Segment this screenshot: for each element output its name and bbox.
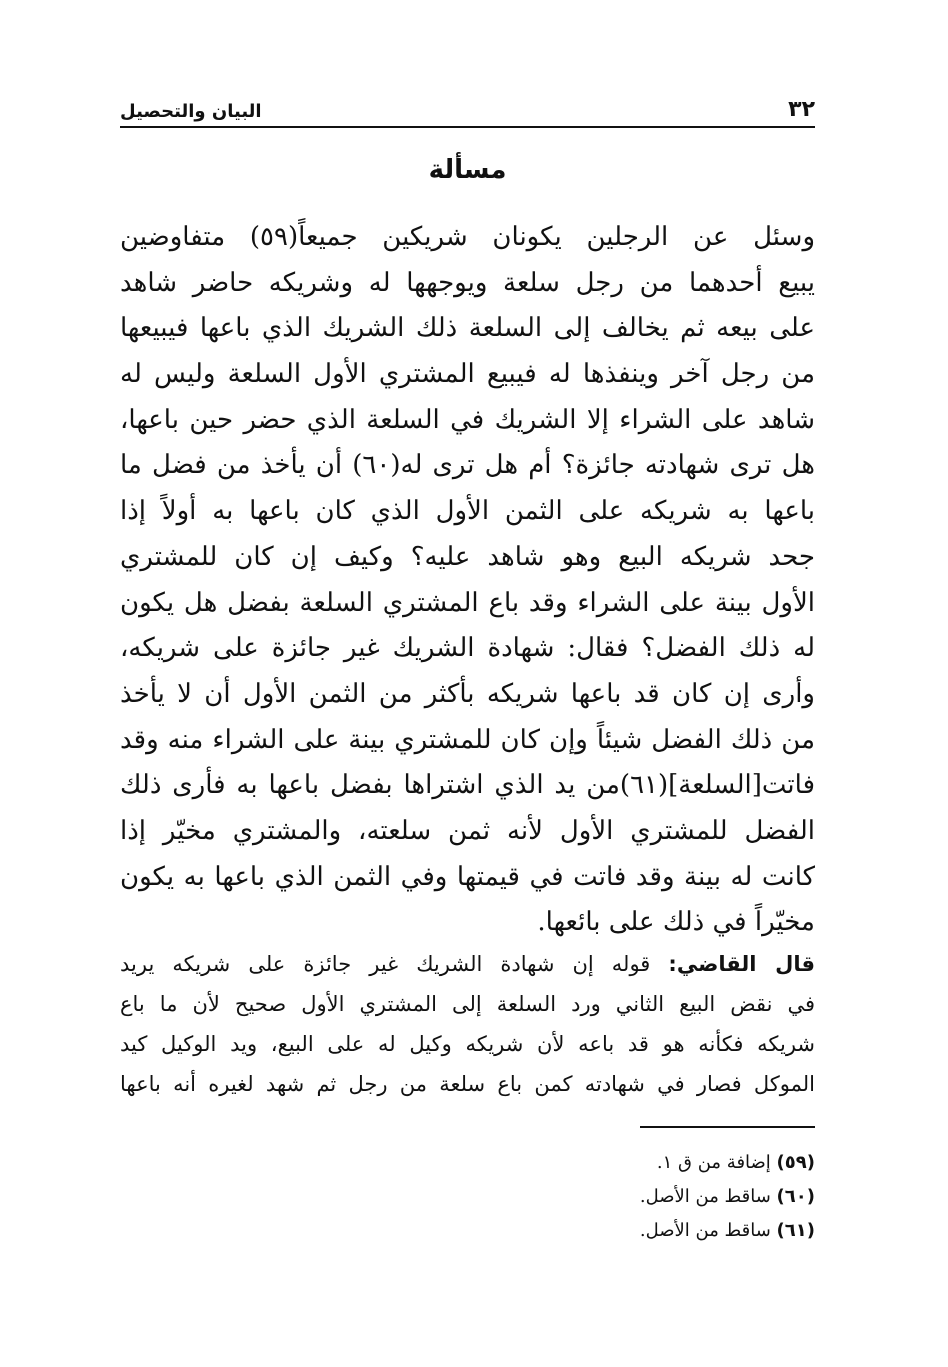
question-text (120, 215, 815, 946)
text-line: جحد شريكه البيع وهو شاهد عليه؟ وكيف إن كان للمشتري (120, 541, 815, 572)
commentary-line: الموكل فصار في شهادته كمن باع سلعة من رجل ثم شهد لغيره أنه باعها (120, 1072, 815, 1096)
text-line: مخيّراً في ذلك على بائعها. (537, 907, 815, 938)
footnote-text: إضافة من ق ١. (656, 1152, 771, 1173)
footnote-divider (640, 1126, 815, 1128)
text-line: الفضل للمشتري الأول لأنه ثمن سلعته، والمشتري مخيّر إذا (120, 815, 815, 846)
text-line: على بيعه ثم يخالف إلى السلعة ذلك الشريك الذي باعها فيبيعها (120, 313, 815, 344)
text-line: فاتت[السلعة](٦١)من يد الذي اشتراها بفضل باعها به فأرى ذلك (120, 770, 815, 801)
judge-commentary (120, 944, 815, 1104)
footnote (120, 1214, 815, 1248)
section-title: مسألة (428, 155, 507, 185)
page-number: ٣٢ (788, 97, 815, 122)
text-line: وسئل عن الرجلين يكونان شريكين جميعاً(٥٩) متفاوضين (120, 222, 815, 252)
text-line: من ذلك الفضل شيئاً وإن كان للمشتري بينة على الشراء منه وقد (120, 724, 815, 755)
text-line: كانت له بينة وقد فاتت في قيمتها وفي الثمن الذي باعها به يكون (120, 861, 815, 892)
text-line: له ذلك الفضل؟ فقال: شهادة الشريك غير جائزة على شريكه، (120, 633, 815, 664)
commentary-first-line (120, 944, 815, 984)
footnote (120, 1180, 815, 1214)
footnote-text: ساقط من الأصل. (639, 1186, 771, 1207)
text-line: يبيع أحدهما من رجل سلعة ويوجهها له وشريكه حاضر شاهد (120, 267, 815, 298)
text-line: وأرى إن كان قد باعها شريكه بأكثر من الثمن الأول أن لا يأخذ (120, 678, 815, 709)
text-line: من رجل آخر وينفذها له فيبيع المشتري الأول السلعة وليس له (120, 359, 815, 390)
commentary-text: قوله إن شهادة الشريك غير جائزة على شريكه يريد (120, 952, 651, 976)
running-title: البيان والتحصيل (120, 101, 262, 122)
text-line: باعها به شريكه على الثمن الأول الذي كان باعها به أولاً إذا (120, 496, 815, 527)
footnote-number: (٥٩) (776, 1152, 815, 1173)
text-line: شاهد على الشراء إلا الشريك في السلعة الذي حضر حين باعها، (120, 404, 815, 435)
footnote-number: (٦٠) (776, 1186, 815, 1207)
commentary-line: في نقض البيع الثاني ورد السلعة إلى المشتري الأول صحيح لأن ما باع (120, 992, 815, 1016)
footnote-text: ساقط من الأصل. (639, 1220, 771, 1241)
page-header (120, 88, 815, 128)
footnotes (120, 1146, 815, 1248)
commentary-line: شريكه فكأنه هو قد باعه لأن شريكه وكيل له على البيع، ويد الوكيل كيد (120, 1032, 815, 1056)
text-line: هل ترى شهادته جائزة؟ أم هل ترى له(٦٠) أن يأخذ من فضل ما (120, 450, 815, 481)
footnote (120, 1146, 815, 1180)
text-line: الأول بينة على الشراء وقد باع المشتري السلعة بفضل هل يكون (120, 587, 815, 618)
footnote-number: (٦١) (776, 1220, 815, 1241)
speaker-label: قال القاضي: (668, 952, 815, 976)
